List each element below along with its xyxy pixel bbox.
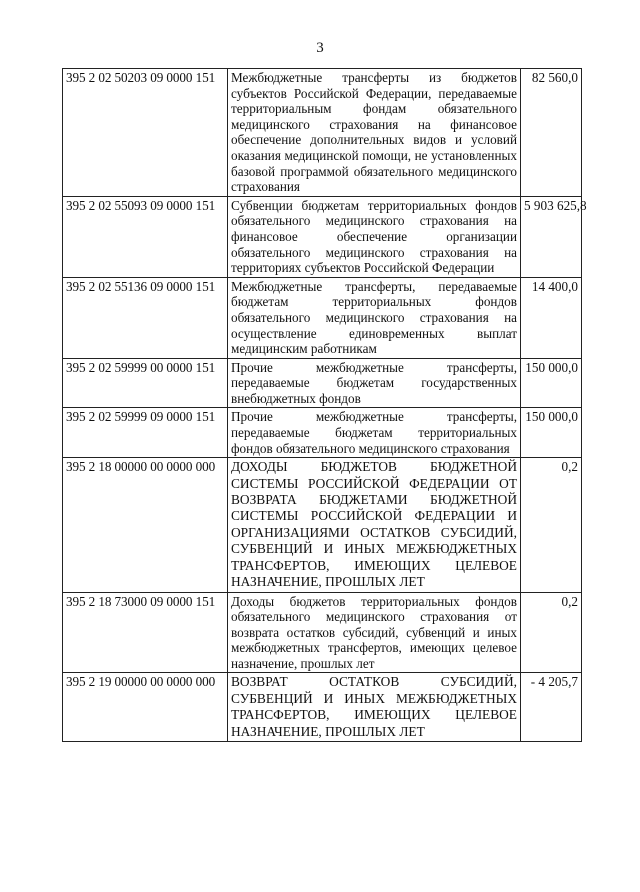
description-cell: Прочие межбюджетные трансферты, передаваемые бюджетам территориальных фондов обязательного медицинского страхования <box>228 408 521 458</box>
budget-code-cell: 395 2 02 50203 09 0000 151 <box>63 69 228 197</box>
page-number: 3 <box>316 40 324 56</box>
description-cell: Прочие межбюджетные трансферты, передаваемые бюджетам государственных внебюджетных фондов <box>228 358 521 408</box>
table-row <box>63 196 582 277</box>
amount-cell: 14 400,0 <box>521 277 582 358</box>
description-cell: ВОЗВРАТ ОСТАТКОВ СУБСИДИЙ, СУБВЕНЦИЙ И ИНЫХ МЕЖБЮДЖЕТНЫХ ТРАНСФЕРТОВ, ИМЕЮЩИХ ЦЕЛЕВОЕ НАЗНАЧЕНИЕ, ПРОШЛЫХ ЛЕТ <box>228 673 521 742</box>
budget-code-cell: 395 2 19 00000 00 0000 000 <box>63 673 228 742</box>
description-cell: Межбюджетные трансферты из бюджетов субъектов Российской Федерации, передаваемые территориальным фондам обязательного медицинского страхования на финансовое обеспечение дополнительных видов и условий оказания медицинской помощи, не установленных базовой программой обязательного медицинского страхования <box>228 69 521 197</box>
budget-code-cell: 395 2 02 59999 09 0000 151 <box>63 408 228 458</box>
description-cell: Межбюджетные трансферты, передаваемые бюджетам территориальных фондов обязательного медицинского страхования на осуществление единовременных выплат медицинским работникам <box>228 277 521 358</box>
table-row <box>63 69 582 197</box>
amount-cell: 150 000,0 <box>521 358 582 408</box>
budget-code-cell: 395 2 02 55093 09 0000 151 <box>63 196 228 277</box>
amount-cell: - 4 205,7 <box>521 673 582 742</box>
amount-cell: 0,2 <box>521 458 582 592</box>
budget-table <box>62 68 587 742</box>
budget-code-cell: 395 2 02 55136 09 0000 151 <box>63 277 228 358</box>
amount-cell: 150 000,0 <box>521 408 582 458</box>
description-cell: Субвенции бюджетам территориальных фондов обязательного медицинского страхования на финансовое обеспечение организации обязательного медицинского страхования на территориях субъектов Российской Федерации <box>228 196 521 277</box>
amount-cell: 82 560,0 <box>521 69 582 197</box>
table-row <box>63 673 582 742</box>
table-row <box>63 458 582 592</box>
budget-code-cell: 395 2 18 00000 00 0000 000 <box>63 458 228 592</box>
description-cell: ДОХОДЫ БЮДЖЕТОВ БЮДЖЕТНОЙ СИСТЕМЫ РОССИЙСКОЙ ФЕДЕРАЦИИ ОТ ВОЗВРАТА БЮДЖЕТАМИ БЮДЖЕТНОЙ СИСТЕМЫ РОССИЙСКОЙ ФЕДЕРАЦИИ И ОРГАНИЗАЦИЯМИ ОСТАТКОВ СУБСИДИЙ, СУБВЕНЦИЙ И ИНЫХ МЕЖБЮДЖЕТНЫХ ТРАНСФЕРТОВ, ИМЕЮЩИХ ЦЕЛЕВОЕ НАЗНАЧЕНИЕ, ПРОШЛЫХ ЛЕТ <box>228 458 521 592</box>
description-cell: Доходы бюджетов территориальных фондов обязательного медицинского страхования от возврата остатков субсидий, субвенций и иных межбюджетных трансфертов, имеющих целевое назначение, прошлых лет <box>228 592 521 673</box>
budget-code-cell: 395 2 02 59999 00 0000 151 <box>63 358 228 408</box>
table-row <box>63 277 582 358</box>
budget-code-cell: 395 2 18 73000 09 0000 151 <box>63 592 228 673</box>
amount-cell: 5 903 625,8 <box>521 196 582 277</box>
table-row <box>63 408 582 458</box>
table-row <box>63 592 582 673</box>
amount-cell: 0,2 <box>521 592 582 673</box>
table-row <box>63 358 582 408</box>
